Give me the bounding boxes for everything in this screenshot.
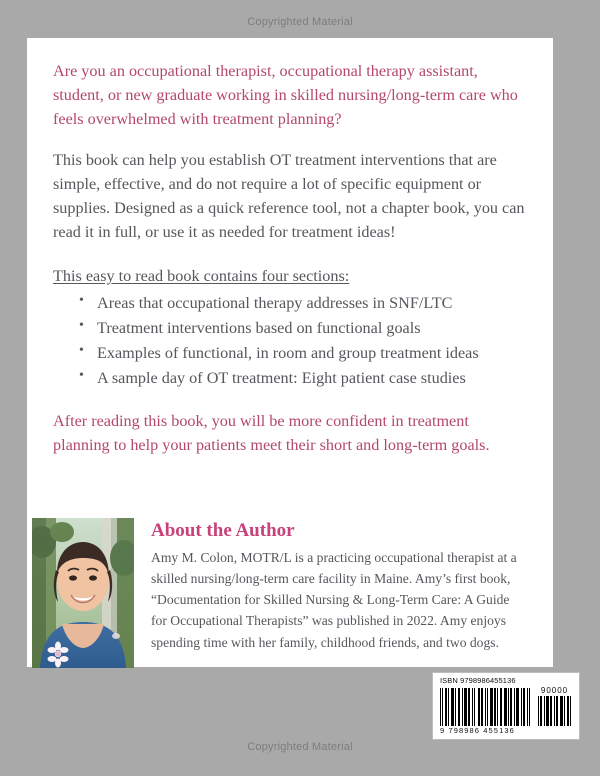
- back-cover-panel: [27, 38, 553, 667]
- addon-digits: 90000: [540, 686, 569, 695]
- copyright-notice-top: Copyrighted Material: [247, 16, 353, 28]
- about-the-author-heading: About the Author: [151, 520, 295, 541]
- isbn-barcode-panel: [432, 672, 580, 740]
- sections-heading: This easy to read book contains four sections:: [53, 266, 350, 285]
- sections-list: [53, 291, 527, 390]
- list-item: • A sample day of OT treatment: Eight patient case studies: [79, 366, 527, 391]
- ean5-addon-barcode: [538, 686, 571, 726]
- author-text-block: [151, 518, 526, 653]
- list-item: • Treatment interventions based on functional goals: [79, 316, 527, 341]
- isbn-label: ISBN 9798986455136: [440, 676, 516, 685]
- lead-paragraph: Are you an occupational therapist, occupational therapy assistant, student, or new graduate working in skilled nursing/long-term care who feels overwhelmed with treatment planning?: [53, 62, 518, 128]
- addon-bars: [538, 696, 571, 726]
- list-item: • Examples of functional, in room and group treatment ideas: [79, 341, 527, 366]
- ean13-barcode: [440, 688, 530, 726]
- list-item: • Areas that occupational therapy addresses in SNF/LTC: [79, 291, 527, 316]
- closing-paragraph: After reading this book, you will be more confident in treatment planning to help your patients meet their short and long-term goals.: [53, 412, 490, 455]
- author-portrait-image: [32, 518, 134, 668]
- barcode-human-readable-digits: 9 798986 455136: [440, 726, 515, 735]
- body-paragraph: This book can help you establish OT treatment interventions that are simple, effective, and do not require a lot of specific equipment or supplies. Designed as a quick reference tool, not a chapter book, you can read it in full, or use it as needed for treatment ideas!: [53, 151, 525, 241]
- barcode-bars: [440, 688, 530, 726]
- about-the-author-section: [27, 518, 553, 668]
- copyright-notice-bottom: Copyrighted Material: [247, 741, 353, 753]
- author-portrait-photo: [32, 518, 134, 668]
- author-bio: Amy M. Colon, MOTR/L is a practicing occupational therapist at a skilled nursing/long-term care facility in Maine. Amy’s first book, “Documentation for Skilled Nursing & Long-Term Care: A Guide for Occupational Therapists” was published in 2022. Amy enjoys spending time with her family, childhood friends, and two dogs.: [151, 549, 517, 650]
- cover-text-content: [27, 38, 553, 458]
- barcode-row: [440, 686, 579, 726]
